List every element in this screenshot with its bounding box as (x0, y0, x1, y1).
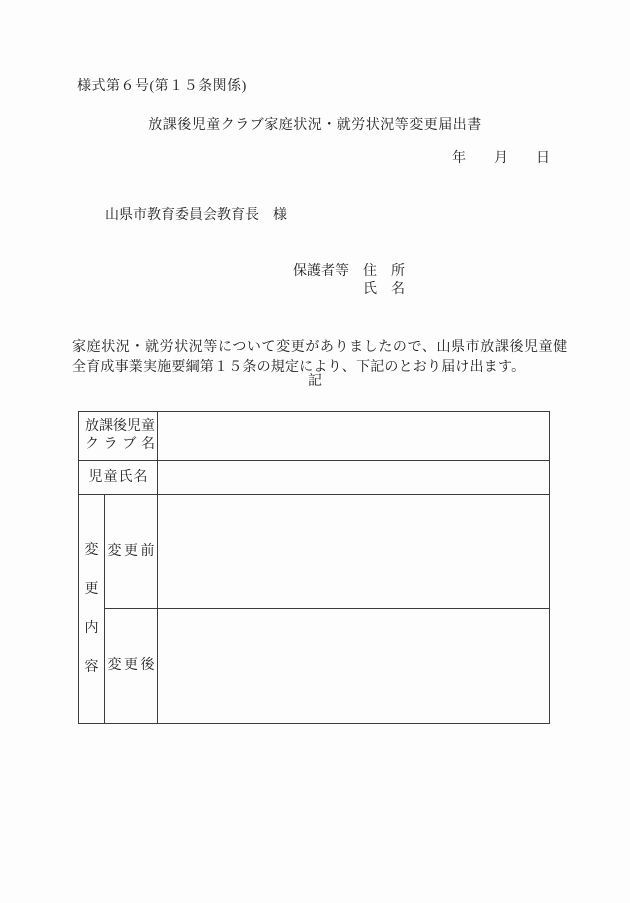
before-change-field[interactable] (158, 495, 549, 609)
addressee-line: 山県市教育委員会教育長 様 (105, 208, 287, 223)
guardian-address-label: 住 所 (363, 264, 405, 279)
guardian-name-label: 氏 名 (363, 282, 405, 297)
form-number: 様式第６号(第１５条関係) (77, 79, 247, 94)
club-name-label-line-2: クラブ名 (85, 437, 155, 452)
after-change-field[interactable] (158, 609, 549, 723)
body-paragraph-line-1: 家庭状況・就労状況等について変更がありましたので、山県市放課後児童健 (72, 340, 568, 355)
child-name-label-cell: 児童氏名 (79, 461, 158, 495)
change-label-char-3: 内 (84, 621, 99, 636)
body-paragraph-line-2: 全育成事業実施要綱第１５条の規定により、下記のとおり届け出ます。 (72, 360, 526, 375)
change-details-vertical-label (79, 495, 105, 723)
guardian-signature-block (293, 263, 405, 299)
record-marker: 記 (308, 374, 322, 389)
date-line: 年 月 日 (452, 151, 550, 166)
after-change-label-cell: 変更後 (105, 609, 158, 723)
change-label-char-4: 容 (84, 660, 99, 675)
club-name-label-cell (79, 412, 158, 461)
change-label-char-1: 変 (84, 543, 99, 558)
change-details-table (78, 411, 550, 724)
club-name-label-line-1: 放課後児童 (85, 419, 155, 434)
guardian-label: 保護者等 (293, 264, 349, 279)
change-label-char-2: 更 (84, 582, 99, 597)
club-name-field[interactable] (158, 412, 549, 461)
guardian-fields (363, 263, 405, 299)
before-change-label-cell: 変更前 (105, 495, 158, 609)
document-title: 放課後児童クラブ家庭状況・就労状況等変更届出書 (148, 118, 482, 133)
child-name-field[interactable] (158, 461, 549, 495)
